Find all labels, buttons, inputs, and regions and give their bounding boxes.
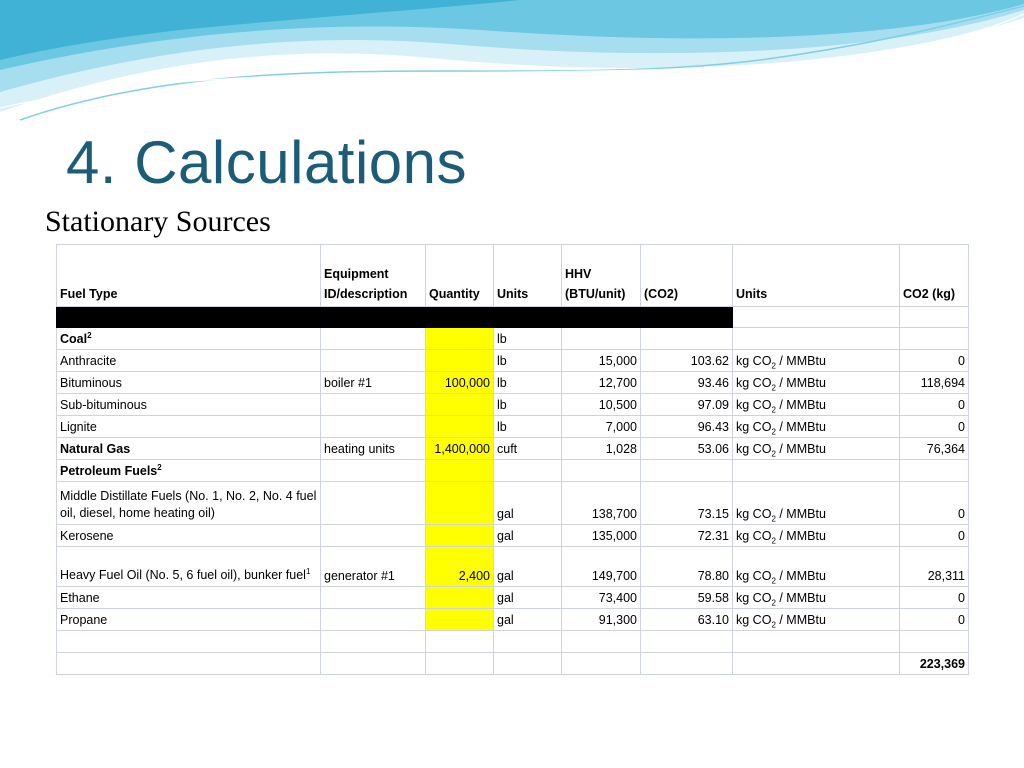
hhv-cell: 135,000 (562, 525, 641, 547)
units-cell: gal (494, 547, 562, 587)
separator-cell (733, 307, 900, 328)
header-co2-factor: (CO2) (641, 245, 733, 307)
hhv-cell: 10,500 (562, 394, 641, 416)
hhv-cell: 91,300 (562, 609, 641, 631)
header-factor-units: Units (733, 245, 900, 307)
table-row (57, 482, 969, 525)
table-row (57, 416, 969, 438)
co2-factor-cell (641, 460, 733, 482)
units-cell: lb (494, 394, 562, 416)
equipment-cell: heating units (321, 438, 426, 460)
footnote-marker: 2 (87, 330, 92, 340)
equipment-cell (321, 587, 426, 609)
equipment-cell (321, 394, 426, 416)
factor-units-cell: kg $CO_2$ / MMBtu (733, 609, 900, 631)
header-wave-decoration (0, 0, 1024, 130)
units-cell (494, 460, 562, 482)
co2-kg-cell: 76,364 (900, 438, 969, 460)
fuel-type-cell: Heavy Fuel Oil (No. 5, 6 fuel oil), bunker fuel$^1$ (57, 547, 321, 587)
co2-factor-cell: 72.31 (641, 525, 733, 547)
equipment-cell (321, 328, 426, 350)
separator-cell (562, 307, 641, 328)
separator-cell (57, 307, 321, 328)
blank-row (57, 631, 969, 653)
units-cell: gal (494, 609, 562, 631)
quantity-cell (426, 587, 494, 609)
hhv-cell: 1,028 (562, 438, 641, 460)
footnote-marker: 2 (157, 462, 162, 472)
co2-factor-cell: 78.80 (641, 547, 733, 587)
header-fuel-type: Fuel Type (57, 245, 321, 307)
table-row (57, 328, 969, 350)
header-co2-kg: CO2 (kg) (900, 245, 969, 307)
units-cell: lb (494, 328, 562, 350)
units-cell: gal (494, 525, 562, 547)
co2-kg-cell: 28,311 (900, 547, 969, 587)
separator-cell (900, 307, 969, 328)
co2-factor-cell: 103.62 (641, 350, 733, 372)
separator-cell (494, 307, 562, 328)
units-cell: gal (494, 587, 562, 609)
table-row (57, 438, 969, 460)
equipment-cell (321, 460, 426, 482)
factor-units-cell: kg $CO_2$ / MMBtu (733, 350, 900, 372)
co2-kg-cell: 0 (900, 350, 969, 372)
factor-units-cell (733, 460, 900, 482)
header-equipment: Equipment ID/description (321, 245, 426, 307)
slide-title: 4. Calculations (66, 129, 468, 196)
co2-kg-cell (900, 460, 969, 482)
table-row (57, 547, 969, 587)
units-cell: lb (494, 416, 562, 438)
separator-cell (426, 307, 494, 328)
slide-subtitle: Stationary Sources (45, 205, 271, 238)
units-cell: gal (494, 482, 562, 525)
co2-kg-cell: 0 (900, 587, 969, 609)
separator-cell (321, 307, 426, 328)
quantity-cell (426, 328, 494, 350)
table-row (57, 609, 969, 631)
hhv-cell: 73,400 (562, 587, 641, 609)
quantity-cell (426, 609, 494, 631)
total-co2-cell: 223,369 (900, 653, 969, 675)
quantity-cell: 2,400 (426, 547, 494, 587)
co2-factor-cell: 97.09 (641, 394, 733, 416)
co2-kg-cell (900, 328, 969, 350)
footnote-marker: 1 (305, 566, 311, 576)
total-row (57, 653, 969, 675)
hhv-cell (562, 460, 641, 482)
units-cell: lb (494, 350, 562, 372)
fuel-type-cell: Bituminous (57, 372, 321, 394)
hhv-cell: 149,700 (562, 547, 641, 587)
fuel-type-cell: Natural Gas (57, 438, 321, 460)
equipment-cell (321, 609, 426, 631)
co2-factor-cell: 93.46 (641, 372, 733, 394)
co2-factor-cell: 53.06 (641, 438, 733, 460)
hhv-cell: 12,700 (562, 372, 641, 394)
hhv-cell: 138,700 (562, 482, 641, 525)
fuel-type-cell: Kerosene (57, 525, 321, 547)
table-row (57, 460, 969, 482)
quantity-cell (426, 482, 494, 525)
co2-factor-cell (641, 328, 733, 350)
table-row (57, 372, 969, 394)
separator-cell (641, 307, 733, 328)
quantity-cell (426, 394, 494, 416)
fuel-type-cell: Anthracite (57, 350, 321, 372)
factor-units-cell: kg $CO_2$ / MMBtu (733, 394, 900, 416)
co2-kg-cell: 0 (900, 482, 969, 525)
fuel-type-cell: Lignite (57, 416, 321, 438)
fuel-type-cell: Ethane (57, 587, 321, 609)
quantity-cell (426, 350, 494, 372)
co2-factor-cell: 59.58 (641, 587, 733, 609)
table-row (57, 587, 969, 609)
co2-factor-cell: 96.43 (641, 416, 733, 438)
co2-kg-cell: 0 (900, 609, 969, 631)
header-quantity: Quantity (426, 245, 494, 307)
co2-kg-cell: 118,694 (900, 372, 969, 394)
table-row (57, 525, 969, 547)
factor-units-cell: kg $CO_2$ / MMBtu (733, 416, 900, 438)
co2-factor-cell: 73.15 (641, 482, 733, 525)
equipment-cell (321, 350, 426, 372)
equipment-cell: boiler #1 (321, 372, 426, 394)
fuel-type-cell: Propane (57, 609, 321, 631)
factor-units-cell: kg $CO_2$ / MMBtu (733, 547, 900, 587)
hhv-cell (562, 328, 641, 350)
units-cell: cuft (494, 438, 562, 460)
fuel-type-cell: Middle Distillate Fuels (No. 1, No. 2, No. 4 fuel oil, diesel, home heating oil) (57, 482, 321, 525)
co2-kg-cell: 0 (900, 525, 969, 547)
table-row (57, 350, 969, 372)
hhv-cell: 15,000 (562, 350, 641, 372)
fuel-type-cell: Sub-bituminous (57, 394, 321, 416)
factor-units-cell: kg $CO_2$ / MMBtu (733, 587, 900, 609)
quantity-cell (426, 416, 494, 438)
co2-kg-cell: 0 (900, 394, 969, 416)
calculation-table (56, 244, 969, 675)
header-hhv: HHV (BTU/unit) (562, 245, 641, 307)
equipment-cell (321, 525, 426, 547)
separator-row (57, 307, 969, 328)
equipment-cell: generator #1 (321, 547, 426, 587)
fuel-type-cell: Petroleum Fuels$^2$ (57, 460, 321, 482)
quantity-cell (426, 460, 494, 482)
equipment-cell (321, 416, 426, 438)
units-cell: lb (494, 372, 562, 394)
co2-factor-cell: 63.10 (641, 609, 733, 631)
hhv-cell: 7,000 (562, 416, 641, 438)
header-units: Units (494, 245, 562, 307)
factor-units-cell: kg $CO_2$ / MMBtu (733, 482, 900, 525)
quantity-cell (426, 525, 494, 547)
data-rows (57, 328, 969, 631)
factor-units-cell (733, 328, 900, 350)
quantity-cell: 100,000 (426, 372, 494, 394)
factor-units-cell: kg $CO_2$ / MMBtu (733, 372, 900, 394)
header-row (57, 245, 969, 307)
table-row (57, 394, 969, 416)
fuel-type-cell: Coal$^2$ (57, 328, 321, 350)
quantity-cell: 1,400,000 (426, 438, 494, 460)
factor-units-cell: kg $CO_2$ / MMBtu (733, 525, 900, 547)
factor-units-cell: kg $CO_2$ / MMBtu (733, 438, 900, 460)
co2-kg-cell: 0 (900, 416, 969, 438)
equipment-cell (321, 482, 426, 525)
